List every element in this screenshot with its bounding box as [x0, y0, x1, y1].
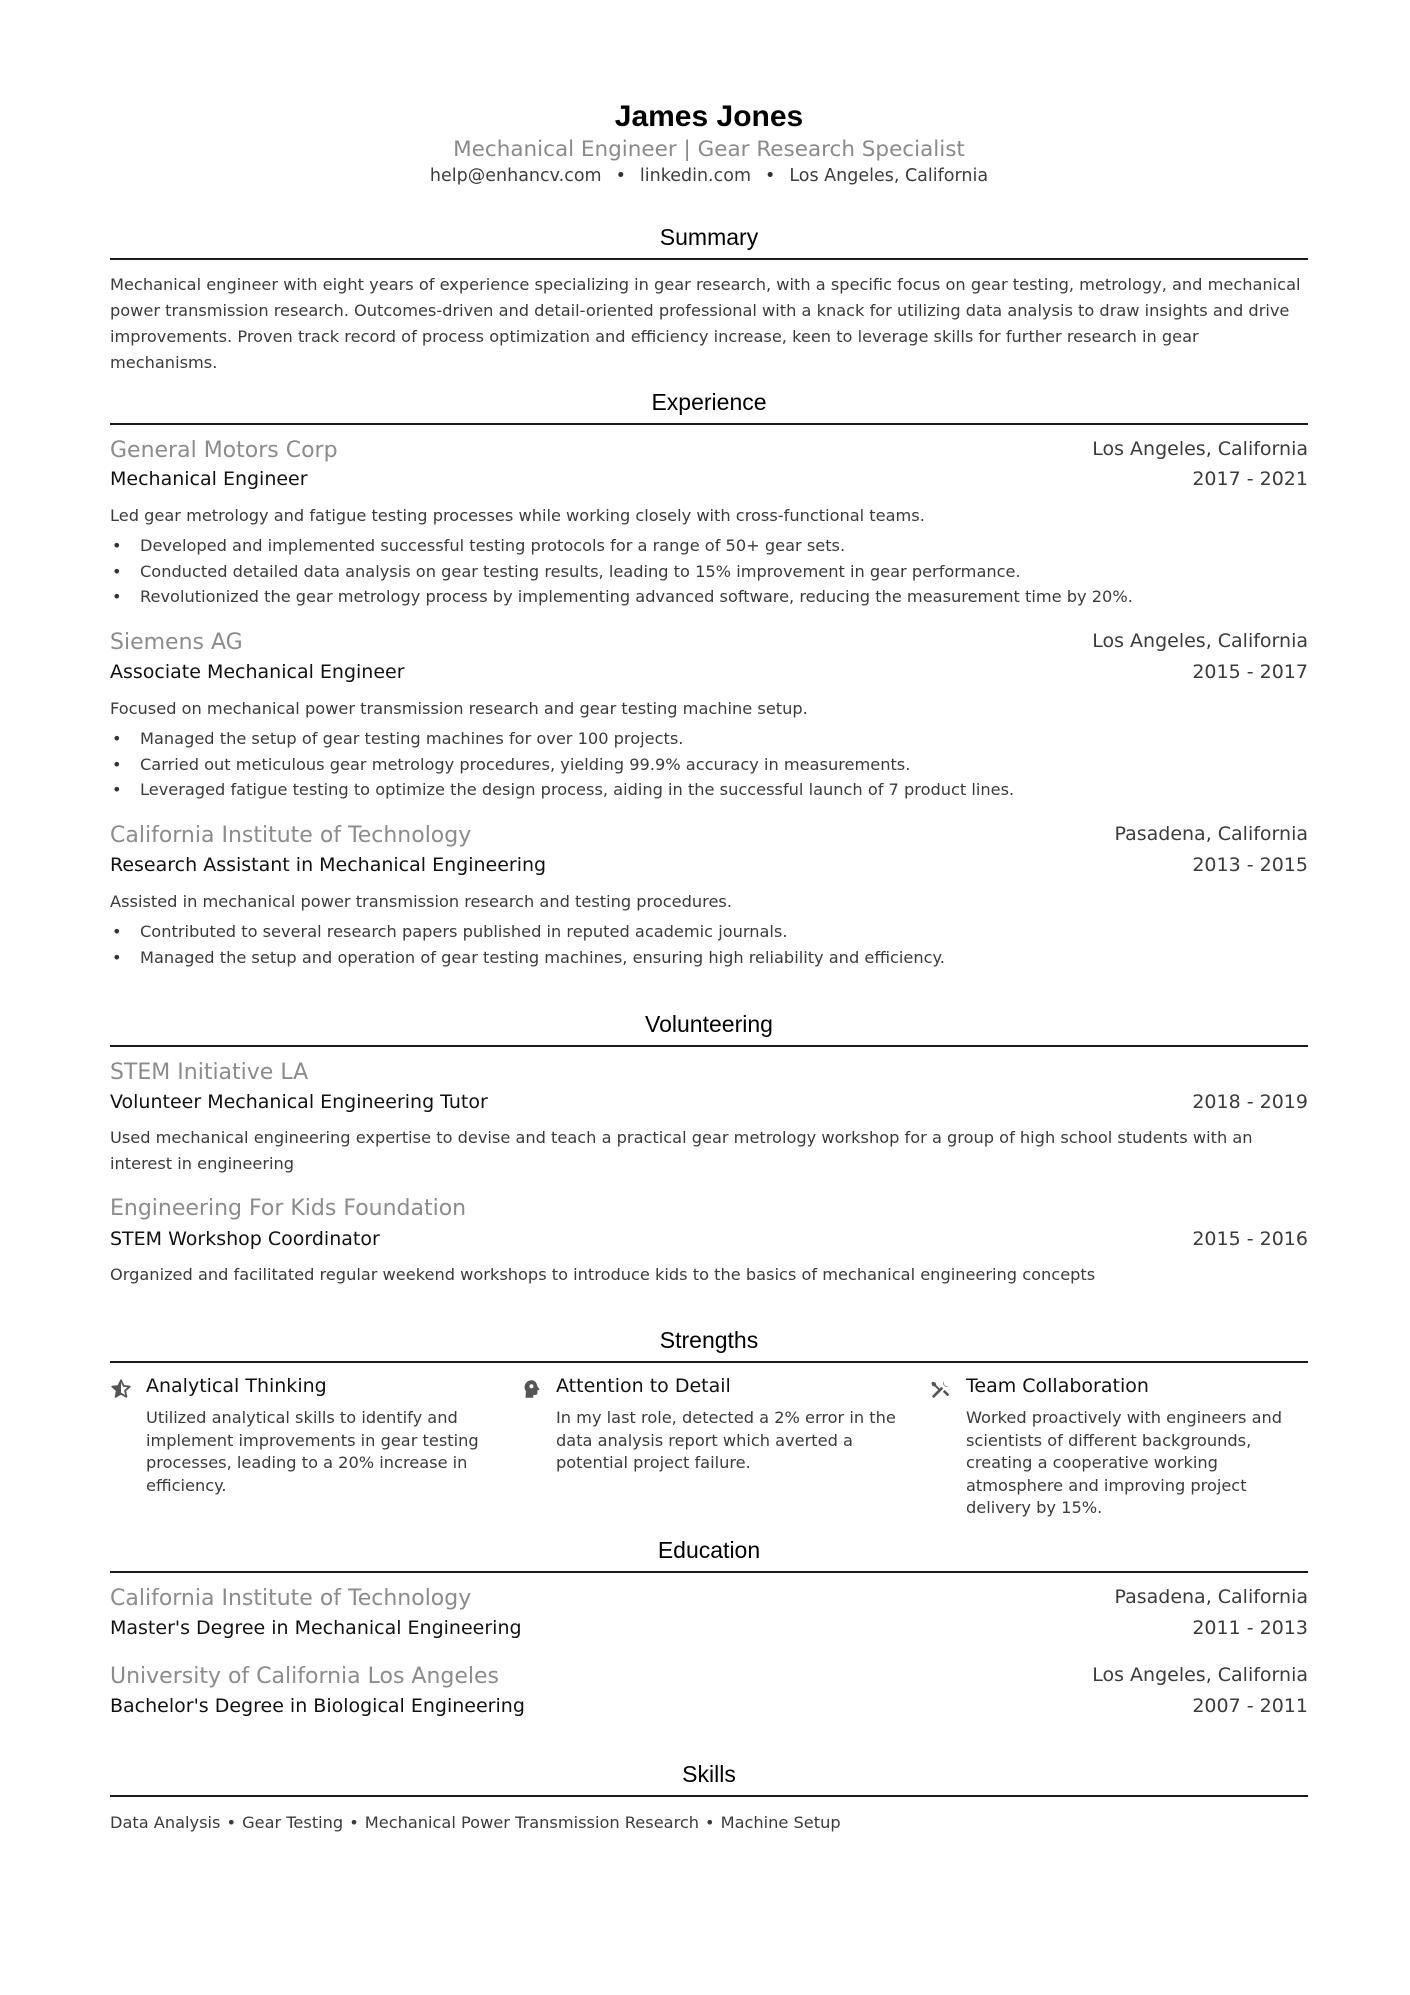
separator-dot: • — [615, 166, 626, 186]
list-item: • Managed the setup of gear testing machines for over 100 projects. — [110, 726, 1308, 752]
education-location: Pasadena, California — [1114, 1586, 1308, 1608]
list-item: • Conducted detailed data analysis on gear testing results, leading to 15% improvement in gear performance. — [110, 559, 1308, 585]
experience-location: Los Angeles, California — [1092, 630, 1308, 652]
skills-list — [110, 1813, 841, 1832]
list-item: • Leveraged fatigue testing to optimize the design process, aiding in the successful launch of 7 product lines. — [110, 777, 1308, 803]
strength-item — [520, 1375, 900, 1505]
strength-item — [930, 1375, 1310, 1517]
education-degree: Bachelor's Degree in Biological Engineering — [110, 1695, 525, 1717]
experience-bullets — [110, 726, 1308, 803]
volunteer-dates: 2018 - 2019 — [1192, 1091, 1308, 1113]
volunteer-description: Organized and facilitated regular weekend workshops to introduce kids to the basics of mechanical engineering concepts — [110, 1265, 1096, 1284]
experience-company: General Motors Corp — [110, 438, 338, 463]
experience-role: Associate Mechanical Engineer — [110, 661, 405, 683]
experience-location: Pasadena, California — [1114, 823, 1308, 845]
separator-dot: • — [705, 1813, 715, 1832]
strength-title: Team Collaboration — [966, 1375, 1149, 1397]
experience-location: Los Angeles, California — [1092, 438, 1308, 460]
list-item: • Contributed to several research papers published in reputed academic journals. — [110, 919, 1308, 945]
volunteer-dates: 2015 - 2016 — [1192, 1228, 1308, 1250]
section-title-summary: Summary — [659, 224, 759, 250]
volunteer-role: STEM Workshop Coordinator — [110, 1228, 380, 1250]
strength-item — [110, 1375, 490, 1505]
experience-company: California Institute of Technology — [110, 823, 472, 848]
star-half-icon — [110, 1378, 132, 1400]
section-divider — [110, 258, 1308, 260]
strength-description: In my last role, detected a 2% error in the data analysis report which averted a potential project failure. — [556, 1408, 896, 1472]
section-title-volunteering: Volunteering — [645, 1011, 773, 1037]
separator-dot: • — [226, 1813, 237, 1832]
section-divider — [110, 1361, 1308, 1363]
section-divider — [110, 1571, 1308, 1573]
list-item: • Carried out meticulous gear metrology procedures, yielding 99.9% accuracy in measurements. — [110, 752, 1308, 778]
section-title-education: Education — [657, 1537, 761, 1563]
list-item: • Managed the setup and operation of gear testing machines, ensuring high reliability and efficiency. — [110, 945, 1308, 971]
experience-description: Led gear metrology and fatigue testing processes while working closely with cross-functional teams. — [110, 506, 925, 525]
volunteer-org: Engineering For Kids Foundation — [110, 1196, 467, 1221]
volunteer-role: Volunteer Mechanical Engineering Tutor — [110, 1091, 488, 1113]
education-school: University of California Los Angeles — [110, 1664, 500, 1689]
list-item: • Revolutionized the gear metrology process by implementing advanced software, reducing the measurement time by 20%. — [110, 584, 1308, 610]
volunteer-org: STEM Initiative LA — [110, 1060, 309, 1085]
separator-dot: • — [349, 1813, 359, 1832]
education-school: California Institute of Technology — [110, 1586, 472, 1611]
contact-row — [110, 166, 1308, 186]
strength-description: Worked proactively with engineers and scientists of different backgrounds, creating a cooperative working atmosphere and improving project delivery by 15%. — [966, 1408, 1283, 1517]
candidate-name: James Jones — [614, 100, 804, 133]
section-title-experience: Experience — [651, 389, 767, 415]
section-title-skills: Skills — [682, 1761, 736, 1787]
experience-bullets — [110, 533, 1308, 610]
list-item: • Developed and implemented successful testing protocols for a range of 50+ gear sets. — [110, 533, 1308, 559]
head-brain-icon — [520, 1378, 542, 1400]
education-degree: Master's Degree in Mechanical Engineering — [110, 1617, 522, 1639]
experience-description: Assisted in mechanical power transmission research and testing procedures. — [110, 892, 733, 911]
skill-item: Machine Setup — [720, 1813, 841, 1832]
strength-description: Utilized analytical skills to identify and implement improvements in gear testing processes, leading to a 20% increase in efficiency. — [146, 1408, 479, 1495]
education-dates: 2011 - 2013 — [1192, 1617, 1308, 1639]
volunteer-description: Used mechanical engineering expertise to devise and teach a practical gear metrology workshop for a group of high school students with an interest in engineering — [110, 1128, 1253, 1173]
strength-title: Attention to Detail — [556, 1375, 731, 1397]
education-location: Los Angeles, California — [1092, 1664, 1308, 1686]
section-divider — [110, 423, 1308, 425]
email-link[interactable]: help@enhancv.com — [429, 166, 602, 186]
headline: Mechanical Engineer | Gear Research Specialist — [453, 137, 965, 162]
experience-role: Research Assistant in Mechanical Engineering — [110, 854, 547, 876]
experience-dates: 2015 - 2017 — [1192, 661, 1308, 683]
separator-dot: • — [765, 166, 776, 186]
section-title-strengths: Strengths — [659, 1327, 759, 1353]
experience-company: Siemens AG — [110, 630, 243, 655]
experience-dates: 2017 - 2021 — [1192, 468, 1308, 490]
summary-text: Mechanical engineer with eight years of experience specializing in gear research, with a specific focus on gear testing, metrology, and mechanical power transmission research. Outcomes-driven and detail-oriented professional with a knack for utilizing data analysis to draw insights and drive improvements. Proven track record of process optimization and efficiency increase, keen to leverage skills for further research in gear mechanisms. — [110, 275, 1301, 372]
linkedin-link[interactable]: linkedin.com — [639, 166, 751, 186]
section-divider — [110, 1045, 1308, 1047]
skill-item: Gear Testing — [242, 1813, 344, 1832]
section-divider — [110, 1795, 1308, 1797]
skill-item: Data Analysis — [110, 1813, 221, 1832]
tools-icon — [930, 1378, 952, 1400]
experience-dates: 2013 - 2015 — [1192, 854, 1308, 876]
strength-title: Analytical Thinking — [146, 1375, 327, 1397]
education-dates: 2007 - 2011 — [1192, 1695, 1308, 1717]
location-text: Los Angeles, California — [789, 166, 989, 186]
skill-item: Mechanical Power Transmission Research — [364, 1813, 700, 1832]
experience-description: Focused on mechanical power transmission research and gear testing machine setup. — [110, 699, 808, 718]
experience-role: Mechanical Engineer — [110, 468, 308, 490]
experience-bullets — [110, 919, 1308, 970]
